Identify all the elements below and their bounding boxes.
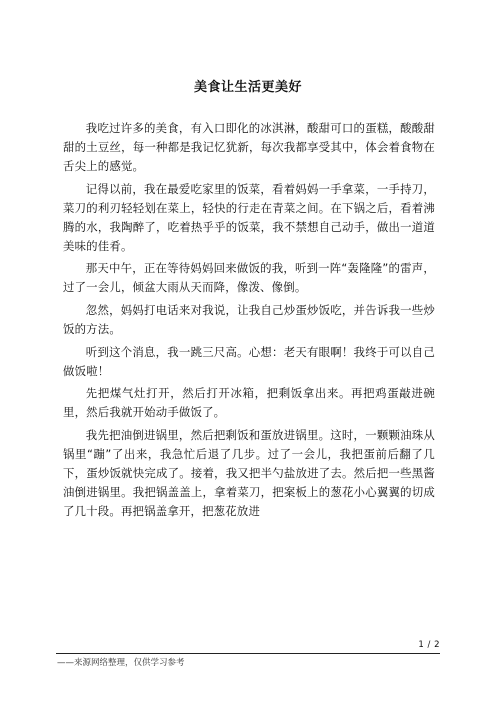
paragraph: 我吃过许多的美食，有入口即化的冰淇淋，酸甜可口的蛋糕，酸酸甜甜的土豆丝，每一种都是我记忆犹新，每次我都享受其中，体会着食物在舌尖上的感觉。 (63, 121, 435, 173)
paragraph: 记得以前，我在最爱吃家里的饭菜，看着妈妈一手拿菜，一手持刀，菜刀的利刃轻轻划在菜上，轻快的行走在青菜之间。在下锅之后，看着沸腾的水，我陶醉了，吃着热乎乎的饭菜，我不禁想自己动手，做出一道道美味的佳肴。 (63, 181, 435, 253)
footer-divider (56, 653, 440, 654)
document-title: 美食让生活更美好 (193, 80, 302, 95)
paragraph: 我先把油倒进锅里，然后把剩饭和蛋放进锅里。这时，一颗颗油珠从锅里“蹦”了出来，我急忙后退了几步。过了一会儿，我把蛋前后翻了几下，蛋炒饭就快完成了。接着，我又把半勺盐放进了去。然后把一些黑酱油倒进锅里。我把锅盖盖上，拿着菜刀，把案板上的葱花小心翼翼的切成了几十段。再把锅盖拿开，把葱花放进 (63, 428, 435, 519)
article-body (63, 119, 435, 521)
page-number: 1 / 2 (418, 640, 440, 650)
paragraph: 听到这个消息，我一跳三尺高。心想：老天有眼啊！我终于可以自己做饭啦！ (63, 344, 435, 378)
paragraph: 忽然，妈妈打电话来对我说，让我自己炒蛋炒饭吃，并告诉我一些炒饭的方法。 (63, 303, 435, 337)
paragraph: 那天中午，正在等待妈妈回来做饭的我，听到一阵“轰隆隆”的雷声，过了一会儿，倾盆大雨从天而降，像泼、像倒。 (63, 261, 435, 295)
footer-source-note: ——来源网络整理，仅供学习参考 (57, 658, 185, 668)
paragraph: 先把煤气灶打开，然后打开冰箱，把剩饭拿出来。再把鸡蛋敲进碗里，然后我就开始动手做饭了。 (63, 386, 435, 420)
